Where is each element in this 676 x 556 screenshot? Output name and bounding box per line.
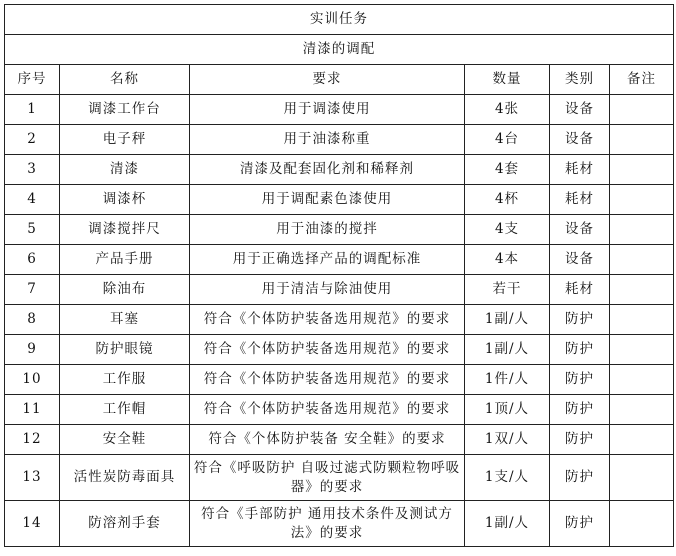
table-row [5, 305, 674, 335]
cell-type: 防护 [550, 501, 610, 547]
cell-name: 清漆 [60, 155, 190, 185]
cell-type: 耗材 [550, 185, 610, 215]
table-row [5, 185, 674, 215]
cell-name: 工作帽 [60, 395, 190, 425]
cell-name: 产品手册 [60, 245, 190, 275]
cell-quantity: 若干 [465, 275, 550, 305]
cell-no: 10 [5, 365, 60, 395]
cell-note [610, 395, 674, 425]
cell-name: 工作服 [60, 365, 190, 395]
cell-quantity: 1支/人 [465, 455, 550, 501]
cell-type: 防护 [550, 335, 610, 365]
cell-note [610, 185, 674, 215]
cell-requirement: 用于正确选择产品的调配标准 [190, 245, 465, 275]
cell-type: 耗材 [550, 275, 610, 305]
cell-name: 活性炭防毒面具 [60, 455, 190, 501]
cell-type: 设备 [550, 125, 610, 155]
cell-no: 9 [5, 335, 60, 365]
cell-no: 5 [5, 215, 60, 245]
cell-name: 耳塞 [60, 305, 190, 335]
header-row [5, 65, 674, 95]
cell-requirement: 符合《个体防护装备选用规范》的要求 [190, 365, 465, 395]
cell-no: 6 [5, 245, 60, 275]
cell-no: 14 [5, 501, 60, 547]
cell-requirement: 用于油漆的搅拌 [190, 215, 465, 245]
cell-quantity: 4台 [465, 125, 550, 155]
cell-note [610, 425, 674, 455]
cell-type: 防护 [550, 425, 610, 455]
cell-no: 1 [5, 95, 60, 125]
cell-no: 3 [5, 155, 60, 185]
cell-name: 调漆杯 [60, 185, 190, 215]
table-row [5, 245, 674, 275]
header-requirement: 要求 [190, 65, 465, 95]
table-row [5, 455, 674, 501]
cell-requirement: 符合《个体防护装备选用规范》的要求 [190, 305, 465, 335]
table-row [5, 275, 674, 305]
cell-note [610, 95, 674, 125]
cell-requirement: 符合《个体防护装备选用规范》的要求 [190, 395, 465, 425]
table-row [5, 215, 674, 245]
table-row [5, 155, 674, 185]
cell-requirement: 清漆及配套固化剂和稀释剂 [190, 155, 465, 185]
cell-name: 电子秤 [60, 125, 190, 155]
cell-note [610, 245, 674, 275]
cell-note [610, 501, 674, 547]
cell-quantity: 4本 [465, 245, 550, 275]
cell-quantity: 4支 [465, 215, 550, 245]
cell-name: 调漆搅拌尺 [60, 215, 190, 245]
cell-quantity: 4张 [465, 95, 550, 125]
cell-name: 除油布 [60, 275, 190, 305]
cell-note [610, 335, 674, 365]
table-row [5, 395, 674, 425]
cell-quantity: 1副/人 [465, 501, 550, 547]
cell-requirement: 符合《呼吸防护 自吸过滤式防颗粒物呼吸器》的要求 [190, 455, 465, 501]
cell-requirement: 用于清洁与除油使用 [190, 275, 465, 305]
cell-quantity: 4套 [465, 155, 550, 185]
cell-requirement: 用于调配素色漆使用 [190, 185, 465, 215]
table-subtitle: 清漆的调配 [5, 35, 674, 65]
cell-no: 11 [5, 395, 60, 425]
cell-quantity: 1副/人 [465, 335, 550, 365]
cell-quantity: 1顶/人 [465, 395, 550, 425]
table-title: 实训任务 [5, 5, 674, 35]
header-type: 类别 [550, 65, 610, 95]
cell-note [610, 365, 674, 395]
cell-requirement: 符合《手部防护 通用技术条件及测试方法》的要求 [190, 501, 465, 547]
cell-quantity: 4杯 [465, 185, 550, 215]
cell-type: 防护 [550, 305, 610, 335]
cell-note [610, 125, 674, 155]
cell-no: 12 [5, 425, 60, 455]
cell-no: 2 [5, 125, 60, 155]
cell-name: 防护眼镜 [60, 335, 190, 365]
table-row [5, 125, 674, 155]
cell-type: 耗材 [550, 155, 610, 185]
cell-type: 防护 [550, 455, 610, 501]
cell-quantity: 1副/人 [465, 305, 550, 335]
header-name: 名称 [60, 65, 190, 95]
cell-requirement: 符合《个体防护装备选用规范》的要求 [190, 335, 465, 365]
cell-note [610, 215, 674, 245]
cell-name: 防溶剂手套 [60, 501, 190, 547]
header-quantity: 数量 [465, 65, 550, 95]
cell-type: 防护 [550, 395, 610, 425]
cell-note [610, 455, 674, 501]
cell-name: 调漆工作台 [60, 95, 190, 125]
cell-requirement: 用于油漆称重 [190, 125, 465, 155]
cell-type: 防护 [550, 365, 610, 395]
cell-no: 4 [5, 185, 60, 215]
table-row [5, 425, 674, 455]
cell-no: 8 [5, 305, 60, 335]
table-row [5, 95, 674, 125]
cell-note [610, 305, 674, 335]
cell-no: 13 [5, 455, 60, 501]
table-row [5, 335, 674, 365]
cell-type: 设备 [550, 95, 610, 125]
table-row [5, 365, 674, 395]
cell-note [610, 155, 674, 185]
cell-quantity: 1件/人 [465, 365, 550, 395]
table-row [5, 501, 674, 547]
cell-quantity: 1双/人 [465, 425, 550, 455]
cell-no: 7 [5, 275, 60, 305]
header-note: 备注 [610, 65, 674, 95]
cell-note [610, 275, 674, 305]
cell-name: 安全鞋 [60, 425, 190, 455]
cell-requirement: 符合《个体防护装备 安全鞋》的要求 [190, 425, 465, 455]
cell-requirement: 用于调漆使用 [190, 95, 465, 125]
equipment-table [4, 4, 674, 547]
cell-type: 设备 [550, 245, 610, 275]
header-no: 序号 [5, 65, 60, 95]
cell-type: 设备 [550, 215, 610, 245]
